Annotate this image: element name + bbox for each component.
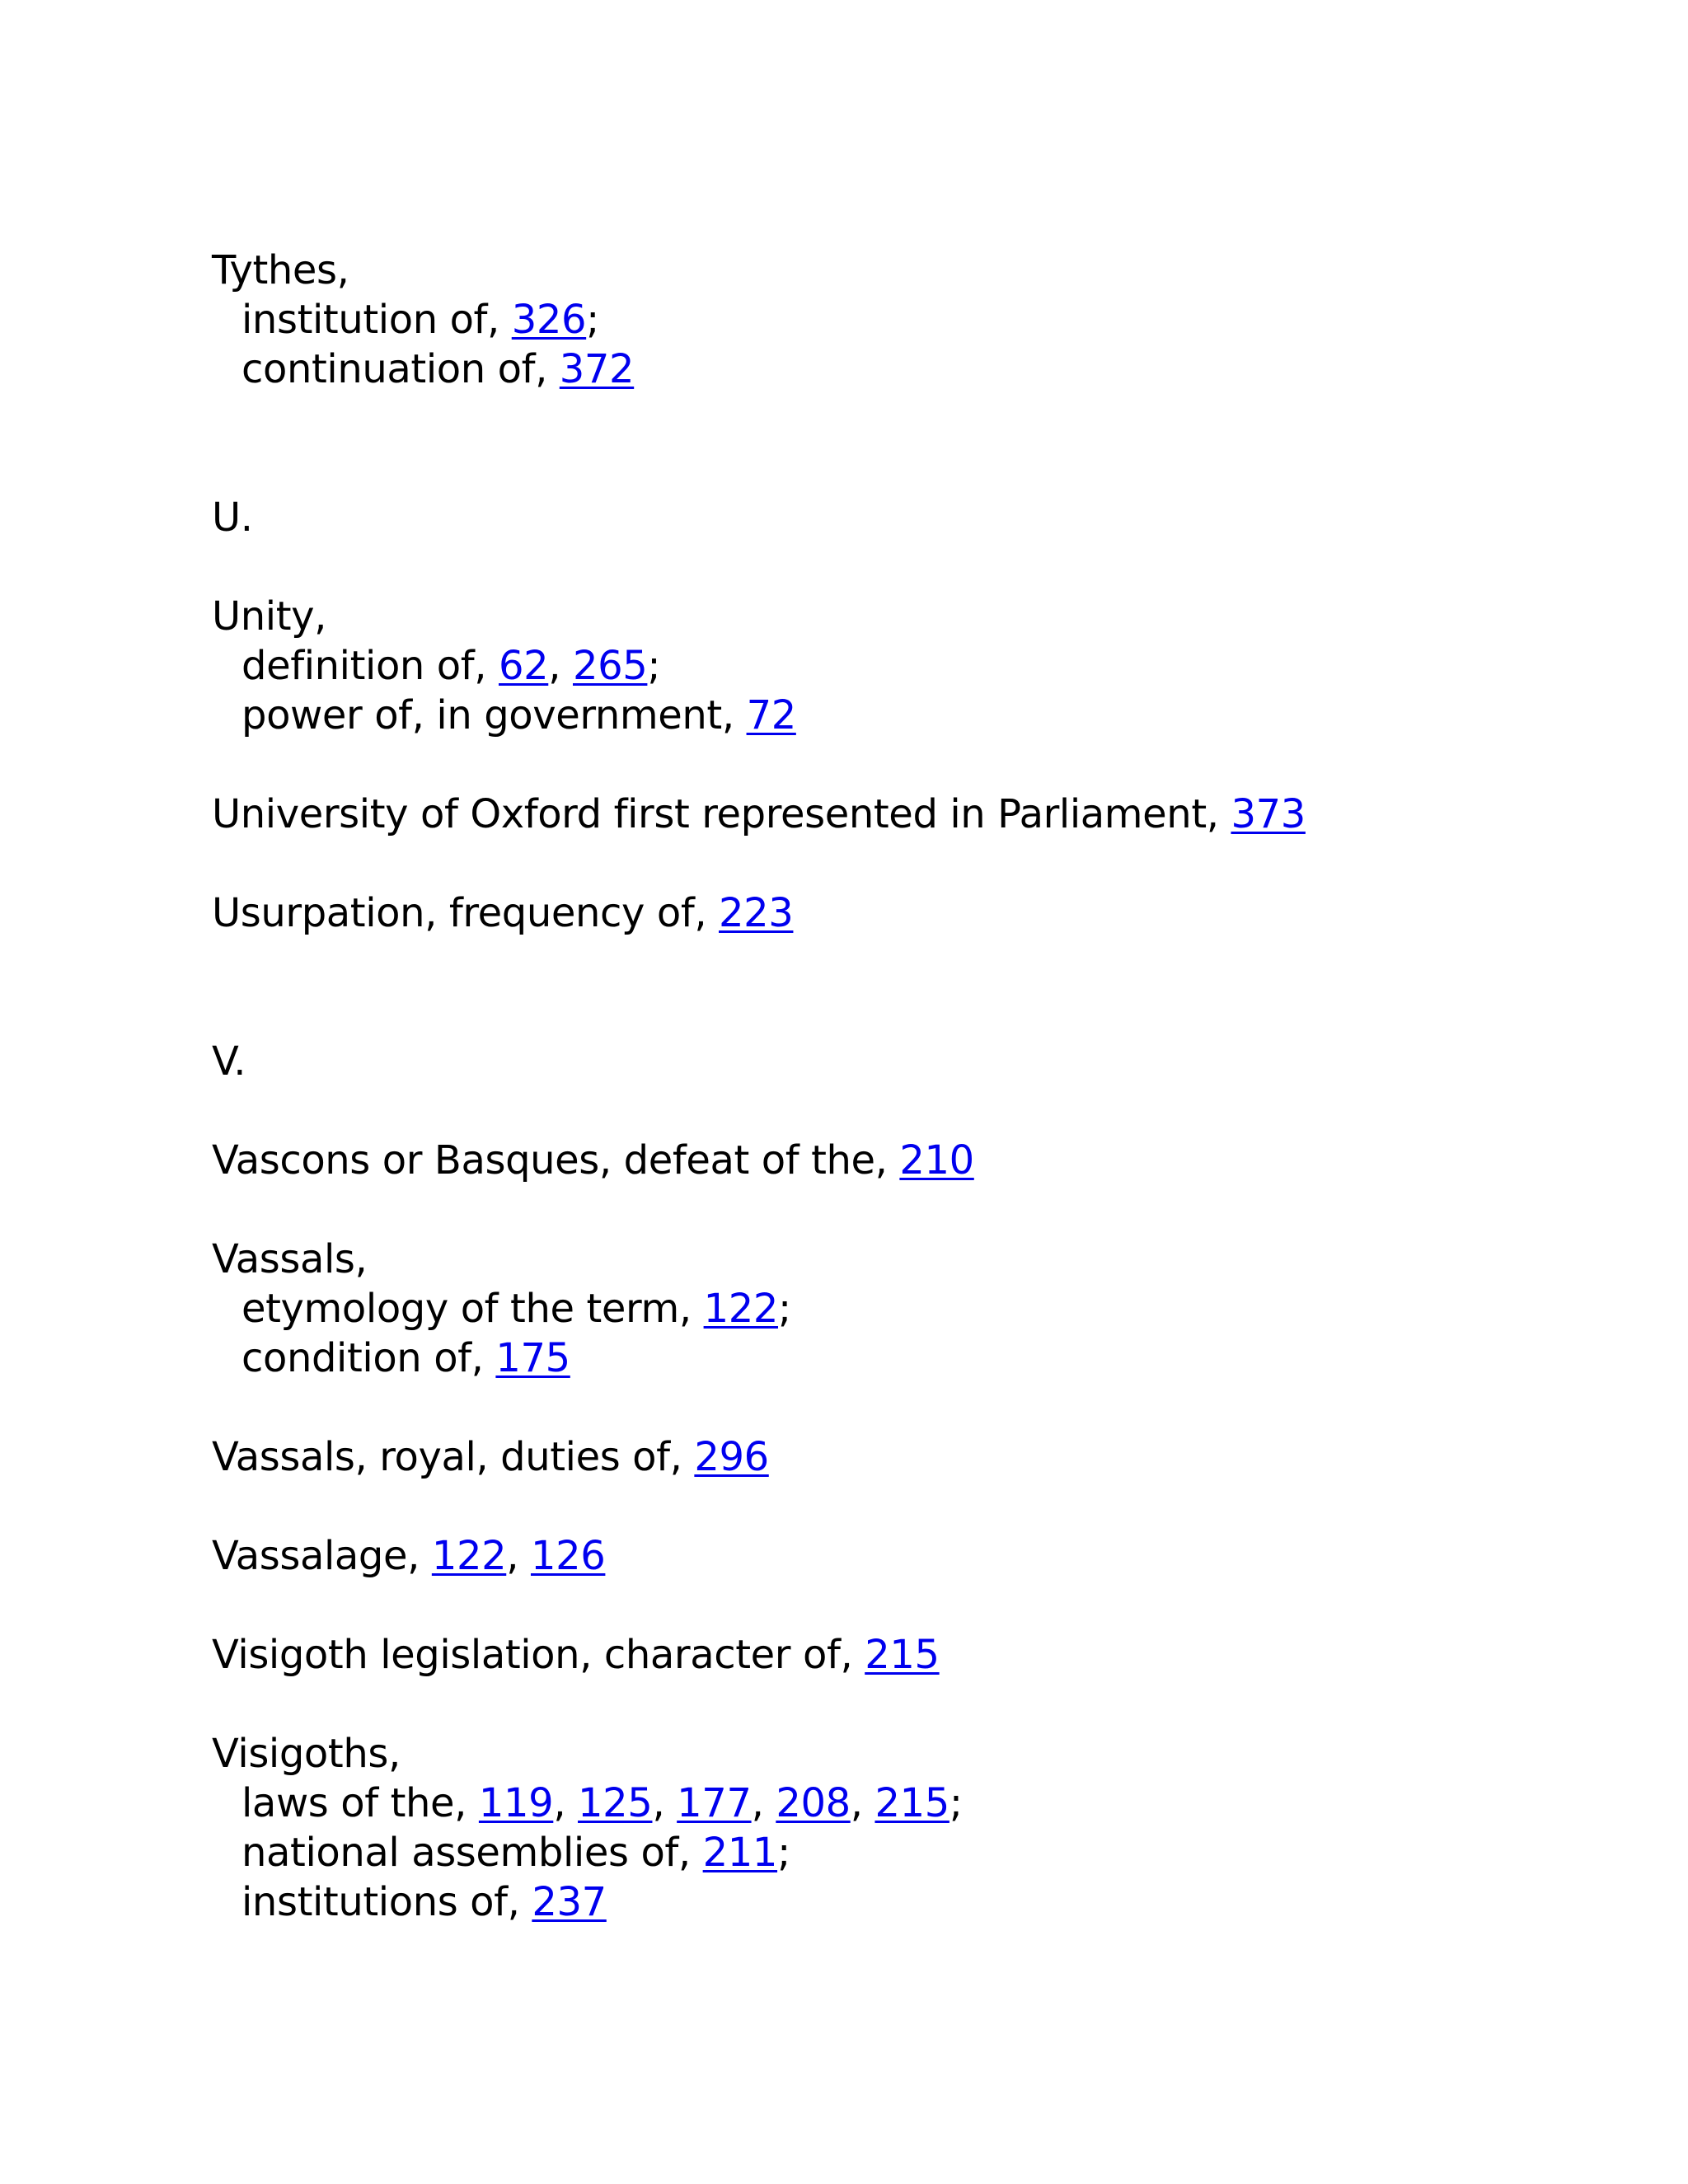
entry-spacer — [212, 1482, 1613, 1531]
page-ref-link[interactable]: 72 — [746, 692, 796, 738]
sub-entry-text: definition of, — [241, 643, 499, 689]
page-ref-link[interactable]: 125 — [578, 1780, 653, 1826]
page-ref-link[interactable]: 126 — [530, 1533, 606, 1579]
index-entry — [212, 1630, 1613, 1680]
entry-heading — [212, 1531, 1613, 1581]
sub-entry — [212, 1828, 1613, 1877]
index-entry — [212, 1432, 1613, 1482]
entry-heading — [212, 592, 1613, 641]
entry-heading-text: University of Oxford first represented in Parliament, — [212, 791, 1231, 837]
index-entry — [212, 592, 1613, 740]
ref-separator: , — [850, 1780, 875, 1826]
sub-entry-text: laws of the, — [241, 1780, 479, 1826]
entry-heading-text: Visigoths, — [212, 1731, 401, 1777]
index-entry — [212, 1729, 1613, 1927]
sub-entry-text: power of, in government, — [241, 692, 747, 738]
entry-heading-text: Unity, — [212, 593, 326, 640]
ref-separator: , — [506, 1533, 531, 1579]
page-ref-link[interactable]: 237 — [532, 1879, 607, 1925]
index-entry — [212, 1531, 1613, 1581]
entry-heading-text: Vascons or Basques, defeat of the, — [212, 1137, 900, 1183]
sub-entry — [212, 1877, 1613, 1927]
index-page — [212, 246, 1613, 1927]
page-ref-link[interactable]: 223 — [719, 890, 794, 936]
sub-entry-text: institutions of, — [241, 1879, 532, 1925]
sub-entry-terminator: ; — [777, 1830, 790, 1876]
section-spacer — [212, 938, 1613, 1037]
page-ref-link[interactable]: 177 — [677, 1780, 752, 1826]
page-ref-link[interactable]: 62 — [498, 643, 549, 689]
section-letter: V. — [212, 1038, 246, 1085]
entry-heading — [212, 888, 1613, 938]
ref-separator: , — [553, 1780, 579, 1826]
entry-heading — [212, 790, 1613, 839]
index-entry — [212, 888, 1613, 938]
entry-heading — [212, 1630, 1613, 1680]
page-ref-link[interactable]: 215 — [874, 1780, 950, 1826]
section-spacer — [212, 394, 1613, 493]
entry-spacer — [212, 1581, 1613, 1630]
entry-heading — [212, 1235, 1613, 1284]
sub-entry — [212, 1779, 1613, 1828]
entry-heading-text: Visigoth legislation, character of, — [212, 1632, 865, 1678]
page-ref-link[interactable]: 175 — [495, 1335, 570, 1381]
sub-entry — [212, 1333, 1613, 1383]
entry-heading-text: Vassals, royal, duties of, — [212, 1434, 695, 1480]
entry-heading-text: Tythes, — [212, 247, 349, 293]
sub-entry-text: continuation of, — [241, 346, 560, 392]
ref-separator: , — [652, 1780, 678, 1826]
page-ref-link[interactable]: 210 — [899, 1137, 974, 1183]
entry-heading — [212, 1432, 1613, 1482]
index-entry — [212, 790, 1613, 839]
entry-spacer — [212, 1383, 1613, 1432]
page-ref-link[interactable]: 326 — [511, 297, 587, 343]
sub-entry — [212, 295, 1613, 344]
entry-spacer — [212, 740, 1613, 790]
index-entry — [212, 246, 1613, 394]
entry-spacer — [212, 839, 1613, 888]
entry-heading — [212, 1729, 1613, 1779]
page-ref-link[interactable]: 122 — [431, 1533, 507, 1579]
sub-entry — [212, 691, 1613, 740]
sub-entry-terminator: ; — [647, 643, 661, 689]
entry-spacer — [212, 1680, 1613, 1729]
page-ref-link[interactable]: 122 — [703, 1286, 779, 1332]
page-ref-link[interactable]: 373 — [1231, 791, 1306, 837]
entry-heading — [212, 1136, 1613, 1185]
entry-heading-text: Vassals, — [212, 1236, 368, 1282]
sub-entry-text: national assemblies of, — [241, 1830, 703, 1876]
entry-spacer — [212, 1185, 1613, 1235]
entry-heading-text: Usurpation, frequency of, — [212, 890, 720, 936]
sub-entry-terminator: ; — [949, 1780, 963, 1826]
sub-entry-text: etymology of the term, — [241, 1286, 704, 1332]
page-ref-link[interactable]: 119 — [478, 1780, 554, 1826]
page-ref-link[interactable]: 211 — [702, 1830, 778, 1876]
entry-spacer — [212, 542, 1613, 592]
entry-spacer — [212, 1086, 1613, 1136]
sub-entry-text: institution of, — [241, 297, 512, 343]
page-ref-link[interactable]: 296 — [694, 1434, 769, 1480]
section-letter: U. — [212, 494, 253, 541]
page-ref-link[interactable]: 372 — [559, 346, 635, 392]
page-ref-link[interactable]: 208 — [776, 1780, 851, 1826]
sub-entry-terminator: ; — [778, 1286, 791, 1332]
sub-entry-text: condition of, — [241, 1335, 496, 1381]
sub-entry-terminator: ; — [586, 297, 599, 343]
entry-heading-text: Vassalage, — [212, 1533, 432, 1579]
index-entry — [212, 1235, 1613, 1383]
sub-entry — [212, 1284, 1613, 1333]
page-ref-link[interactable]: 215 — [865, 1632, 940, 1678]
ref-separator: , — [548, 643, 573, 689]
ref-separator: , — [751, 1780, 776, 1826]
entry-heading — [212, 246, 1613, 295]
index-entry — [212, 1136, 1613, 1185]
sub-entry — [212, 641, 1613, 691]
sub-entry — [212, 344, 1613, 394]
page-ref-link[interactable]: 265 — [572, 643, 648, 689]
